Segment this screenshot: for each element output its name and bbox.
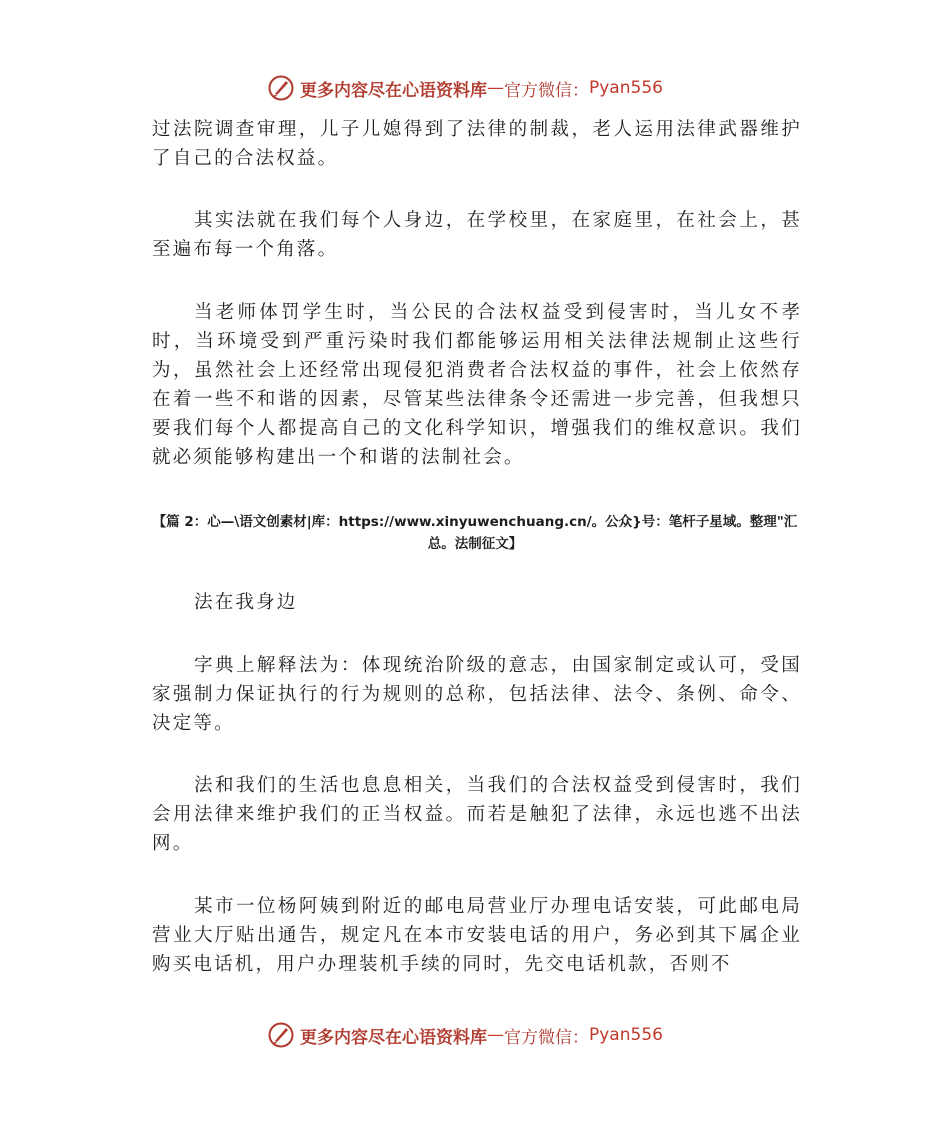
- header-wechat-account: Pyan556: [589, 78, 663, 98]
- article-paragraph-block-3: [152, 892, 802, 979]
- article-title: 法在我身边: [194, 592, 298, 613]
- footer-wechat-label: 官方微信：: [504, 1027, 589, 1048]
- article-paragraph-block-2: [152, 771, 802, 858]
- paragraph-continuation: 过法院调查审理，儿子儿媳得到了法律的制裁，老人运用法律武器维护了自己的合法权益。: [152, 119, 802, 169]
- article-paragraph-dictionary: 字典上解释法为：体现统治阶级的意志，由国家制定或认可，受国家强制力保证执行的行为规则的总称，包括法律、法令、条例、命令、决定等。: [152, 655, 802, 734]
- header-separator: —: [487, 78, 504, 98]
- article-title-block: [152, 588, 802, 617]
- quill-pen-seal-icon: [268, 75, 294, 101]
- paragraph-law-around-us: 其实法就在我们每个人身边，在学校里，在家庭里，在社会上，甚至遍布每一个角落。: [152, 210, 802, 260]
- paragraph-block-3: [152, 298, 802, 472]
- quill-pen-seal-icon: [268, 1022, 294, 1048]
- section-heading-line-1: 【篇 2：心—\语文创素材|库：https://www.xinyuwenchuang.cn/。公众}号：笔杆子星域。整理"汇: [152, 514, 798, 530]
- footer-separator: —: [487, 1025, 504, 1045]
- header-brand-text: 更多内容尽在心语资料库: [300, 80, 487, 101]
- top-text-block: [152, 115, 802, 173]
- header-banner: [268, 73, 688, 103]
- article-paragraph-story: 某市一位杨阿姨到附近的邮电局营业厅办理电话安装，可此邮电局营业大厅贴出通告，规定凡在本市安装电话的用户，务必到其下属企业购买电话机，用户办理装机手续的同时，先交电话机款，否则不: [152, 896, 802, 975]
- footer-wechat-account: Pyan556: [589, 1025, 663, 1045]
- article-paragraph-block-1: [152, 651, 802, 738]
- section-heading-line-2: 总。法制征文】: [427, 536, 523, 552]
- paragraph-rights-protection: 当老师体罚学生时，当公民的合法权益受到侵害时，当儿女不孝时，当环境受到严重污染时我们都能够运用相关法律法规制止这些行为，虽然社会上还经常出现侵犯消费者合法权益的事件，社会上依然存在着一些不和谐的因素，尽管某些法律条令还需进一步完善，但我想只要我们每个人都提高自己的文化科学知识，增强我们的维权意识。我们就必须能够构建出一个和谐的法制社会。: [152, 302, 802, 468]
- section-heading: [140, 511, 810, 555]
- article-paragraph-life: 法和我们的生活也息息相关，当我们的合法权益受到侵害时，我们会用法律来维护我们的正当权益。而若是触犯了法律，永远也逃不出法网。: [152, 775, 802, 854]
- header-wechat-label: 官方微信：: [504, 80, 589, 101]
- paragraph-block-2: [152, 206, 802, 264]
- footer-banner: [268, 1020, 688, 1050]
- footer-brand-text: 更多内容尽在心语资料库: [300, 1027, 487, 1048]
